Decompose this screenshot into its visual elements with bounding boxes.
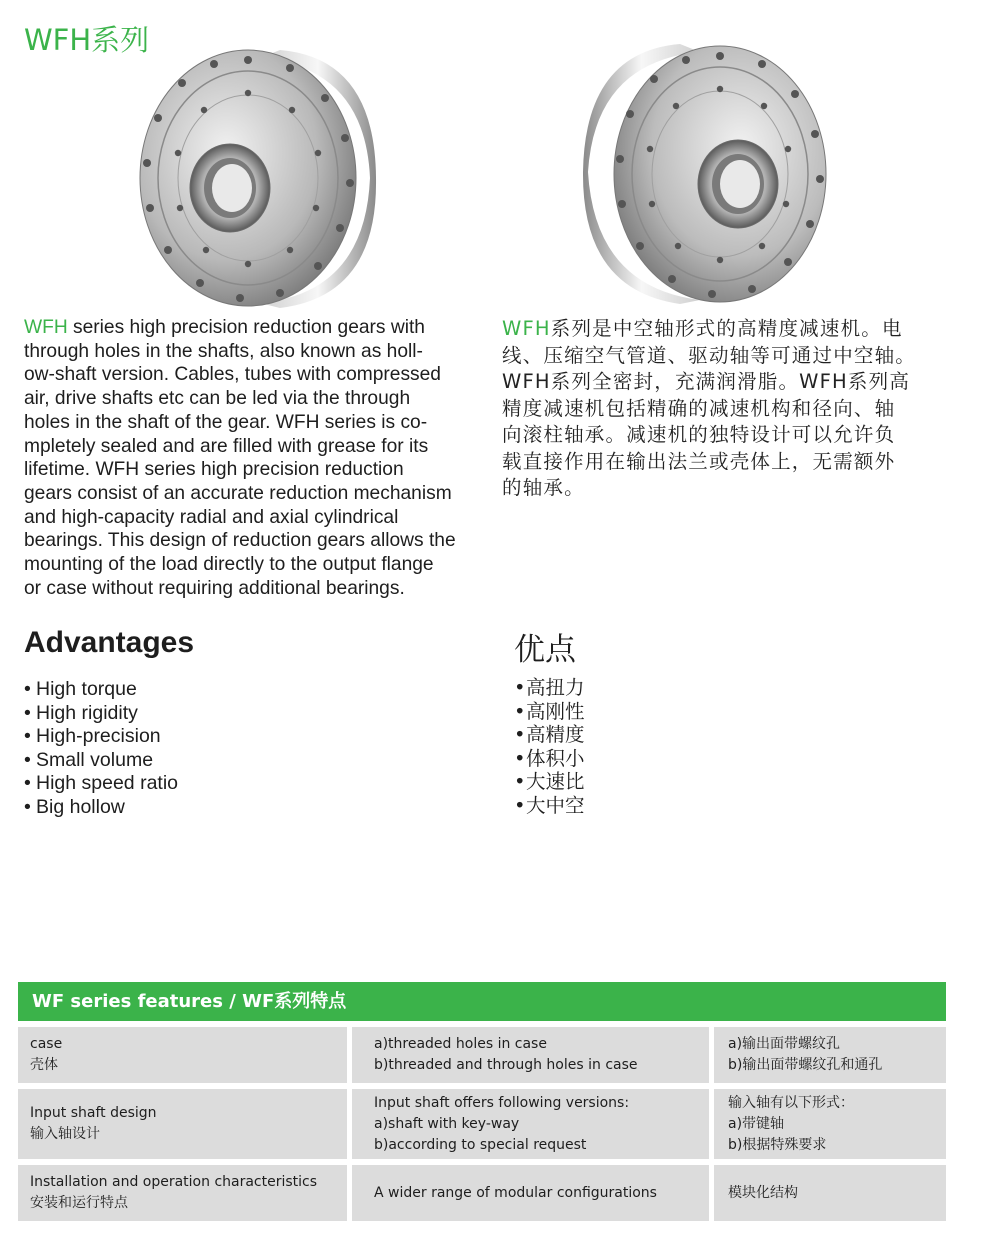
intro-chinese-lead: WFH [502,317,551,340]
intro-chinese [502,316,982,502]
features-table-header: WF series features / WF系列特点 [18,982,946,1021]
product-gear-front-icon [130,38,380,318]
feature-desc-line: b)according to special request [374,1136,587,1153]
feature-name-cell [18,1089,347,1159]
feature-name-en: Installation and operation characteristics [30,1174,318,1190]
feature-name-cell [18,1165,347,1221]
intro-chinese-text: 系列是中空轴形式的高精度减速机。电 线、压缩空气管道、驱动轴等可通过中空轴。 WFH系列全密封，充满润滑脂。WFH系列高 精度减速机包括精确的减速机构和径向、轴 向滚柱轴承。减速机的独特设计可以允许负 载直接作用在输出法兰或壳体上，无需额外 的轴承。 [502,317,917,499]
page-title: WFH系列 [24,23,150,57]
feature-desc-zh-cell [714,1165,946,1221]
advantage-item: • High rigidity [24,702,178,726]
advantage-item: • 高精度 [514,723,585,747]
product-image-front [130,38,380,318]
advantage-item: • High torque [24,678,178,702]
feature-desc-line: b)输出面带螺纹孔和通孔 [728,1057,883,1073]
feature-name-zh: 安装和运行特点 [30,1195,128,1211]
feature-desc-en-cell [352,1089,709,1159]
features-table [18,982,946,1221]
intro-english-text: series high precision reduction gears with through holes in the shafts, also known as holl- ow-shaft version. Cables, tubes with compressed air, drive shafts etc can be led via the through holes in the shaft of the gear. WFH series is co- mpletely sealed and are filled with grease for its lifetime. WFH series high precision reduction gears consist of an accurate reduction mechanism and high-capacity radial and axial cylindrical bearings. This design of reduction gears allows the mounting of the load directly to the output flange or case without requiring additional bearings. [24,317,456,599]
advantage-item: • 大中空 [514,794,585,818]
feature-desc-line: b)根据特殊要求 [728,1136,827,1153]
feature-desc-zh-cell [714,1027,946,1083]
feature-name-cell [18,1027,347,1083]
advantage-item: • Small volume [24,749,178,773]
advantage-item: • High-precision [24,725,178,749]
table-row [18,1089,946,1159]
feature-name-zh: 输入轴设计 [30,1126,100,1142]
advantage-item: • 高刚性 [514,700,585,724]
feature-desc-line: b)threaded and through holes in case [374,1057,638,1073]
advantages-list-zh [514,676,585,818]
feature-desc-line: A wider range of modular configurations [374,1184,657,1201]
intro-english-lead: WFH [24,317,68,338]
feature-desc-zh-cell [714,1089,946,1159]
product-image-angle [580,32,830,312]
feature-desc-line: a)shaft with key-way [374,1115,520,1132]
product-gear-angle-icon [580,32,830,312]
advantages-heading-en: Advantages [24,626,195,659]
advantage-item: • 体积小 [514,747,585,771]
feature-name-en: Input shaft design [30,1105,157,1121]
advantages-list-en [24,678,178,820]
feature-desc-line: 输入轴有以下形式： [728,1094,854,1111]
intro-english [24,316,464,600]
feature-desc-line: a)输出面带螺纹孔 [728,1036,841,1052]
feature-desc-en-cell [352,1165,709,1221]
feature-name-zh: 壳体 [30,1057,58,1073]
advantage-item: • 高扭力 [514,676,585,700]
table-row [18,1165,946,1221]
advantage-item: • Big hollow [24,796,178,820]
feature-name-en: case [30,1036,63,1052]
advantage-item: • 大速比 [514,770,585,794]
feature-desc-line: 模块化结构 [728,1184,798,1201]
feature-desc-en-cell [352,1027,709,1083]
feature-desc-line: Input shaft offers following versions: [374,1094,630,1111]
feature-desc-line: a)带键轴 [728,1115,785,1132]
table-row [18,1027,946,1083]
advantages-heading-zh: 优点 [514,632,576,668]
advantage-item: • High speed ratio [24,772,178,796]
feature-desc-line: a)threaded holes in case [374,1036,547,1052]
